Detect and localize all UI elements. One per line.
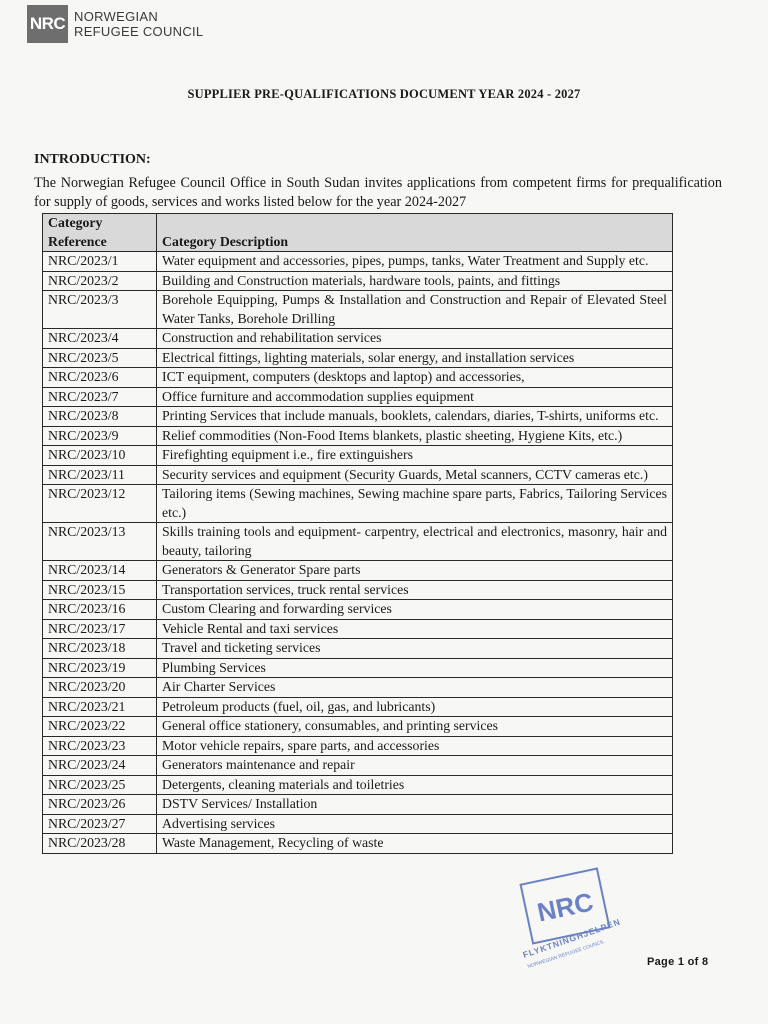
category-reference-cell: NRC/2023/22 bbox=[43, 717, 157, 737]
stamp-mark: NRC bbox=[534, 886, 596, 928]
category-description-cell: Relief commodities (Non-Food Items blankets, plastic sheeting, Hygiene Kits, etc.) bbox=[157, 426, 673, 446]
table-row bbox=[43, 523, 673, 561]
category-description-cell: General office stationery, consumables, and printing services bbox=[157, 717, 673, 737]
category-reference-cell: NRC/2023/17 bbox=[43, 619, 157, 639]
logo-mark: NRC bbox=[27, 5, 68, 43]
category-description-cell: Water equipment and accessories, pipes, pumps, tanks, Water Treatment and Supply etc. bbox=[157, 252, 673, 272]
table-row bbox=[43, 465, 673, 485]
category-description-cell: Electrical fittings, lighting materials, solar energy, and installation services bbox=[157, 348, 673, 368]
logo-line-1: NORWEGIAN bbox=[74, 9, 159, 24]
category-description-cell: Construction and rehabilitation services bbox=[157, 329, 673, 349]
table-row bbox=[43, 600, 673, 620]
category-description-cell: Generators & Generator Spare parts bbox=[157, 561, 673, 581]
table-row bbox=[43, 717, 673, 737]
category-description-cell: Building and Construction materials, hardware tools, paints, and fittings bbox=[157, 271, 673, 291]
table-row bbox=[43, 756, 673, 776]
header-category-reference: Category Reference bbox=[43, 214, 157, 252]
category-reference-cell: NRC/2023/8 bbox=[43, 407, 157, 427]
table-row bbox=[43, 387, 673, 407]
table-row bbox=[43, 736, 673, 756]
category-description-cell: Waste Management, Recycling of waste bbox=[157, 834, 673, 854]
table-row bbox=[43, 658, 673, 678]
table-row bbox=[43, 697, 673, 717]
table-row bbox=[43, 368, 673, 388]
category-reference-cell: NRC/2023/12 bbox=[43, 485, 157, 523]
category-reference-cell: NRC/2023/9 bbox=[43, 426, 157, 446]
nrc-stamp bbox=[518, 862, 636, 970]
category-description-cell: Plumbing Services bbox=[157, 658, 673, 678]
category-reference-cell: NRC/2023/21 bbox=[43, 697, 157, 717]
category-reference-cell: NRC/2023/20 bbox=[43, 678, 157, 698]
category-description-cell: Motor vehicle repairs, spare parts, and accessories bbox=[157, 736, 673, 756]
category-description-cell: Transportation services, truck rental services bbox=[157, 580, 673, 600]
table-row bbox=[43, 426, 673, 446]
category-reference-cell: NRC/2023/28 bbox=[43, 834, 157, 854]
category-reference-cell: NRC/2023/10 bbox=[43, 446, 157, 466]
table-row bbox=[43, 678, 673, 698]
category-reference-cell: NRC/2023/19 bbox=[43, 658, 157, 678]
category-reference-cell: NRC/2023/25 bbox=[43, 775, 157, 795]
table-row bbox=[43, 348, 673, 368]
category-table bbox=[42, 213, 673, 854]
category-description-cell: ICT equipment, computers (desktops and laptop) and accessories, bbox=[157, 368, 673, 388]
table-row bbox=[43, 485, 673, 523]
table-row bbox=[43, 446, 673, 466]
table-row bbox=[43, 580, 673, 600]
category-reference-cell: NRC/2023/5 bbox=[43, 348, 157, 368]
category-reference-cell: NRC/2023/7 bbox=[43, 387, 157, 407]
table-row bbox=[43, 561, 673, 581]
table-row bbox=[43, 619, 673, 639]
category-reference-cell: NRC/2023/13 bbox=[43, 523, 157, 561]
table-row bbox=[43, 271, 673, 291]
logo-line-2: REFUGEE COUNCIL bbox=[74, 24, 204, 39]
category-description-cell: Air Charter Services bbox=[157, 678, 673, 698]
category-reference-cell: NRC/2023/23 bbox=[43, 736, 157, 756]
category-description-cell: Travel and ticketing services bbox=[157, 639, 673, 659]
category-description-cell: Security services and equipment (Security Guards, Metal scanners, CCTV cameras etc.) bbox=[157, 465, 673, 485]
table-row bbox=[43, 795, 673, 815]
category-reference-cell: NRC/2023/1 bbox=[43, 252, 157, 272]
stamp-sub-text: NORWEGIAN REFUGEE COUNCIL bbox=[526, 938, 606, 970]
category-description-cell: Vehicle Rental and taxi services bbox=[157, 619, 673, 639]
category-reference-cell: NRC/2023/4 bbox=[43, 329, 157, 349]
table-row bbox=[43, 814, 673, 834]
header-category-description: Category Description bbox=[157, 214, 673, 252]
category-description-cell: Advertising services bbox=[157, 814, 673, 834]
category-description-cell: Custom Clearing and forwarding services bbox=[157, 600, 673, 620]
document-title: SUPPLIER PRE-QUALIFICATIONS DOCUMENT YEAR 2024 - 2027 bbox=[187, 87, 581, 101]
intro-heading: INTRODUCTION: bbox=[34, 152, 151, 167]
table-row bbox=[43, 252, 673, 272]
category-description-cell: Skills training tools and equipment- carpentry, electrical and electronics, masonry, hair and beauty, tailoring bbox=[157, 523, 673, 561]
table-row bbox=[43, 329, 673, 349]
intro-paragraph: The Norwegian Refugee Council Office in South Sudan invites applications from competent firms for prequalification for supply of goods, services and works listed below for the year 2024-2027 bbox=[34, 175, 722, 210]
category-reference-cell: NRC/2023/11 bbox=[43, 465, 157, 485]
page-number: Page 1 of 8 bbox=[647, 956, 709, 968]
category-description-cell: Detergents, cleaning materials and toiletries bbox=[157, 775, 673, 795]
category-description-cell: Petroleum products (fuel, oil, gas, and lubricants) bbox=[157, 697, 673, 717]
category-reference-cell: NRC/2023/27 bbox=[43, 814, 157, 834]
table-row bbox=[43, 639, 673, 659]
category-description-cell: Borehole Equipping, Pumps & Installation and Construction and Repair of Elevated Steel Water Tanks, Borehole Drilling bbox=[157, 291, 673, 329]
category-description-cell: Tailoring items (Sewing machines, Sewing machine spare parts, Fabrics, Tailoring Services etc.) bbox=[157, 485, 673, 523]
category-description-cell: DSTV Services/ Installation bbox=[157, 795, 673, 815]
category-description-cell: Firefighting equipment i.e., fire extinguishers bbox=[157, 446, 673, 466]
logo-wordmark bbox=[74, 9, 203, 39]
table-row bbox=[43, 291, 673, 329]
category-reference-cell: NRC/2023/6 bbox=[43, 368, 157, 388]
category-reference-cell: NRC/2023/18 bbox=[43, 639, 157, 659]
table-header-row bbox=[43, 214, 673, 252]
category-reference-cell: NRC/2023/24 bbox=[43, 756, 157, 776]
category-reference-cell: NRC/2023/15 bbox=[43, 580, 157, 600]
nrc-logo bbox=[27, 5, 203, 43]
category-reference-cell: NRC/2023/16 bbox=[43, 600, 157, 620]
table-row bbox=[43, 834, 673, 854]
category-reference-cell: NRC/2023/14 bbox=[43, 561, 157, 581]
category-description-cell: Office furniture and accommodation supplies equipment bbox=[157, 387, 673, 407]
table-row bbox=[43, 407, 673, 427]
category-reference-cell: NRC/2023/3 bbox=[43, 291, 157, 329]
table-row bbox=[43, 775, 673, 795]
stamp-arc-text: FLYKTNINGHJELPEN bbox=[521, 916, 622, 960]
category-description-cell: Printing Services that include manuals, booklets, calendars, diaries, T-shirts, uniforms etc. bbox=[157, 407, 673, 427]
category-reference-cell: NRC/2023/26 bbox=[43, 795, 157, 815]
category-description-cell: Generators maintenance and repair bbox=[157, 756, 673, 776]
category-reference-cell: NRC/2023/2 bbox=[43, 271, 157, 291]
table-body bbox=[43, 252, 673, 854]
